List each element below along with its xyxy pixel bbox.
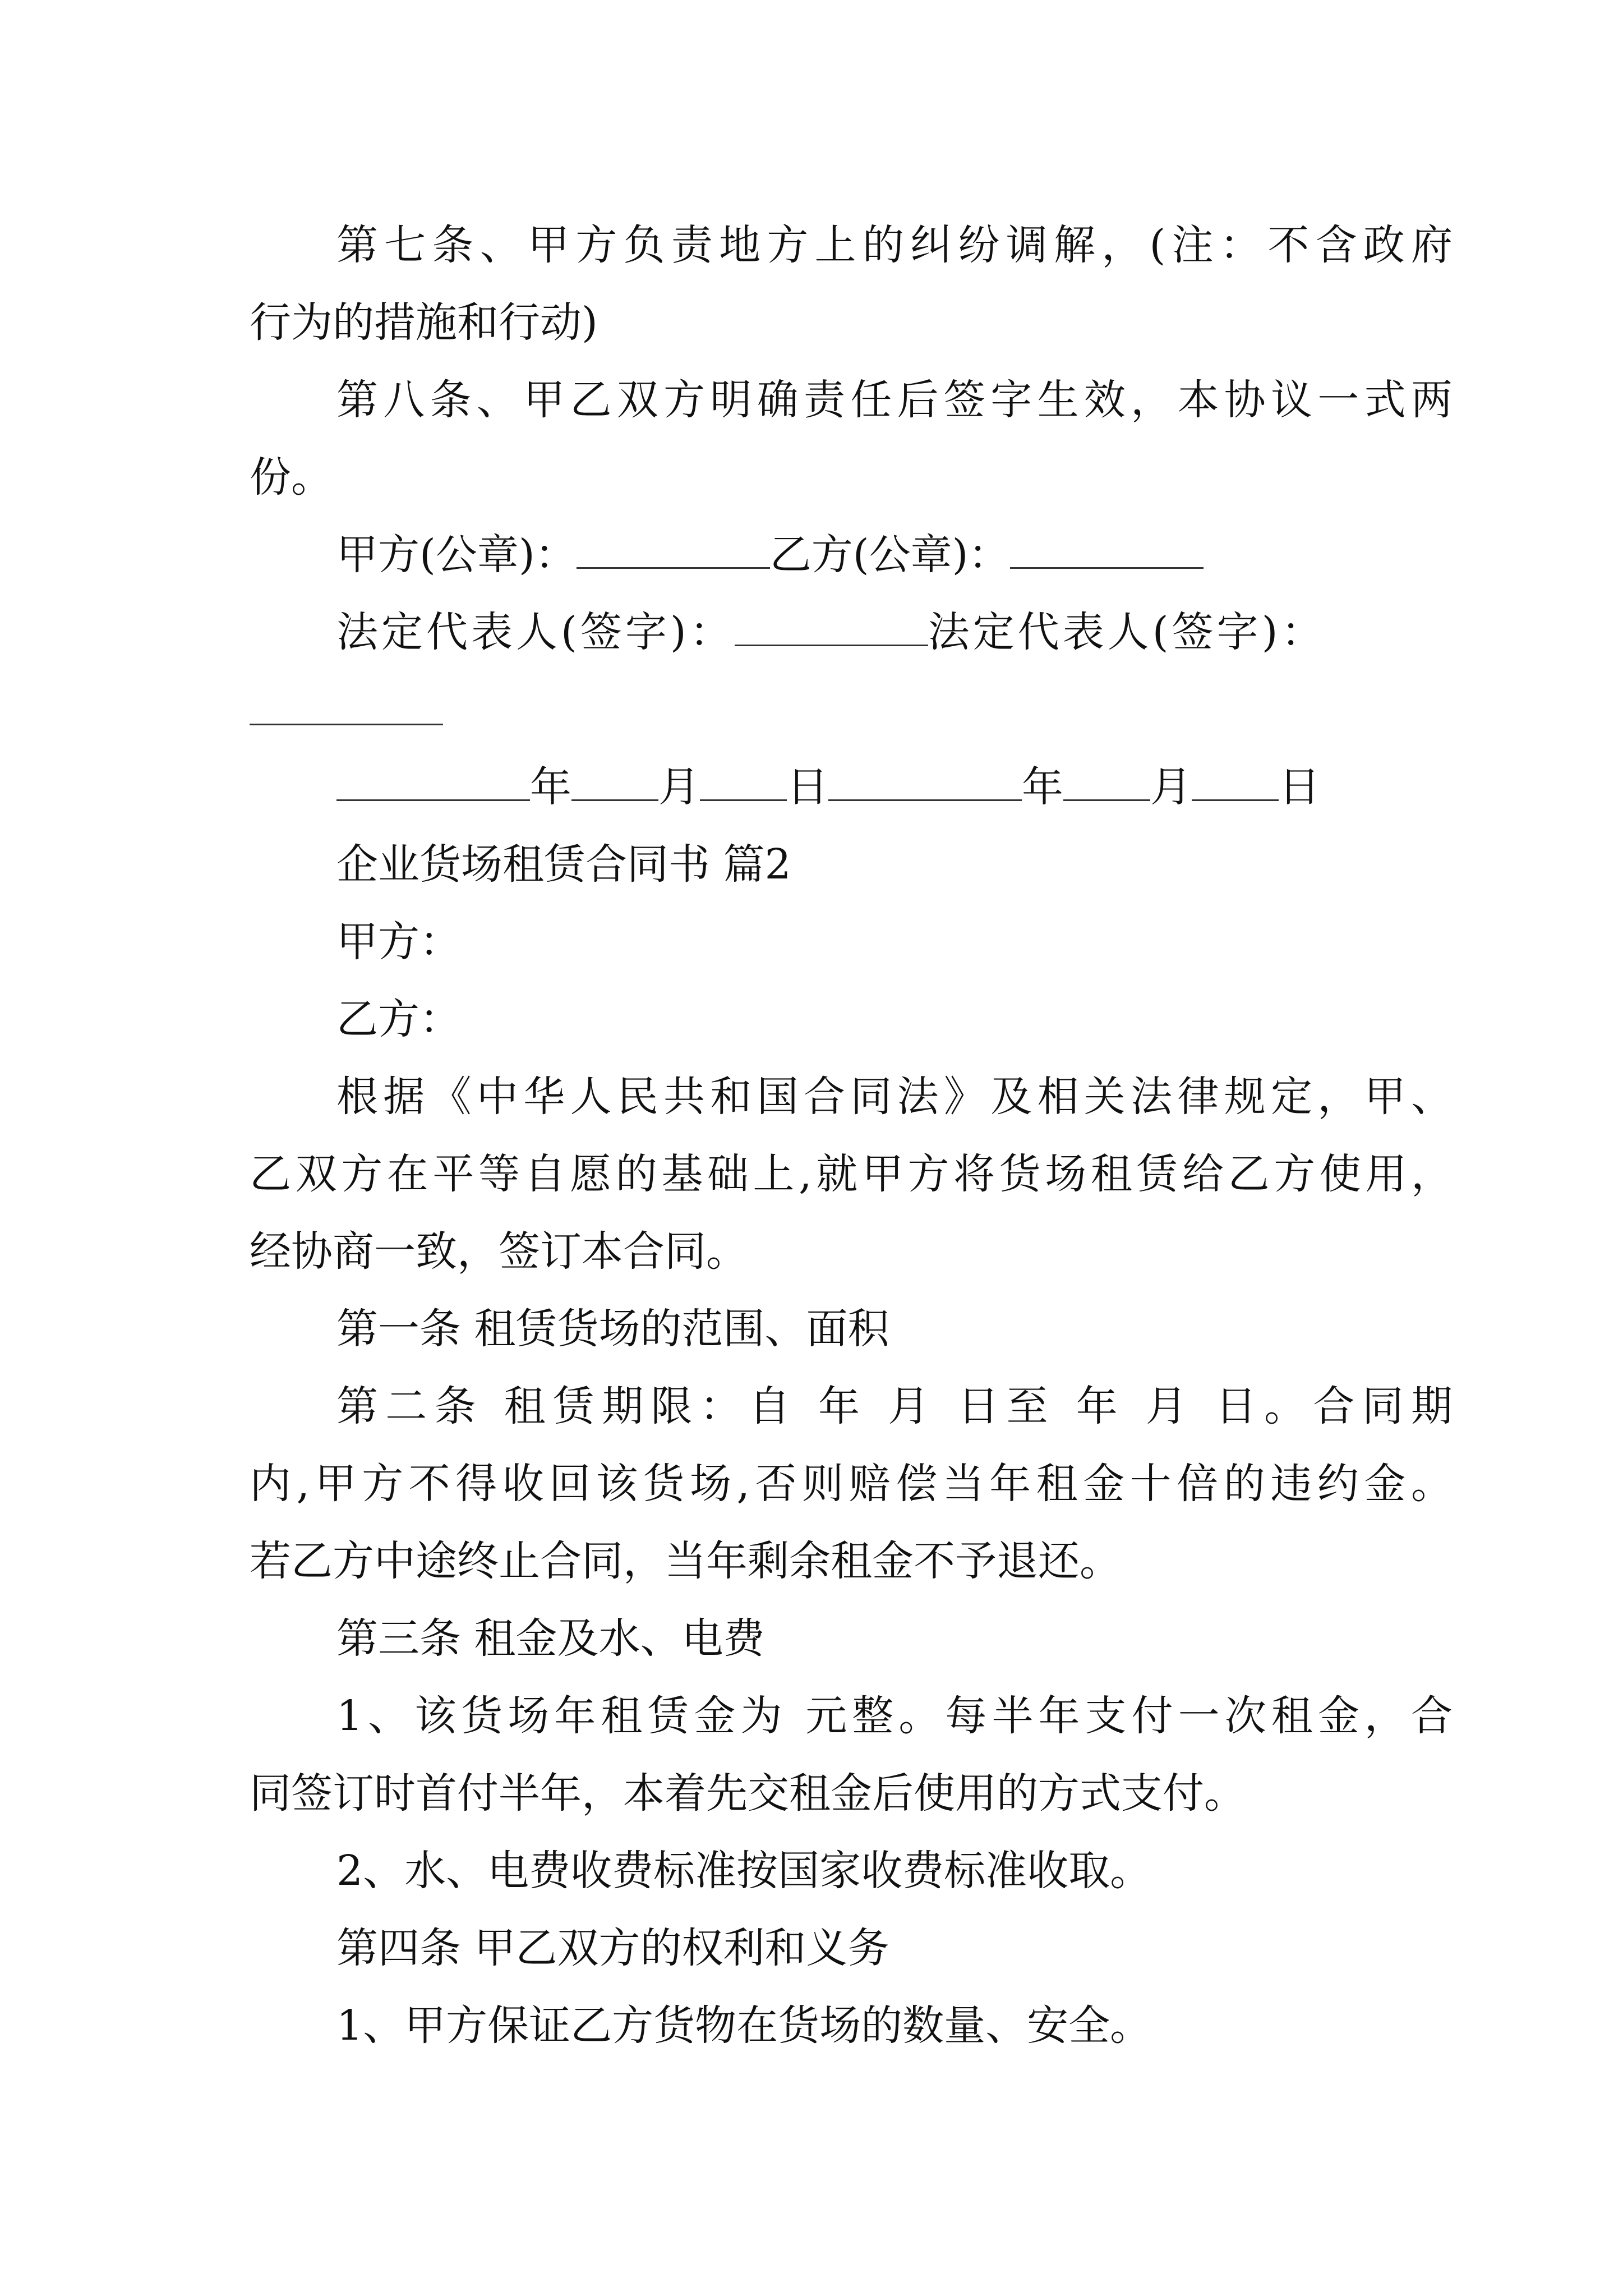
article-7-line-1: 第七条、甲方负责地方上的纠纷调解，(注：不含政府 [336, 221, 1453, 269]
article-2-line-1: 第二条 租赁期限：自 年 月 日至 年 月 日。合同期 [336, 1382, 1453, 1430]
date-b-month: 月 [1150, 763, 1192, 811]
article-1-heading: 第一条 租赁货场的范围、面积 [336, 1305, 889, 1353]
article-2-line-3: 若乙方中途终止合同，当年剩余租金不予退还。 [250, 1537, 1121, 1585]
representative-line [336, 608, 1326, 656]
party-b-rep-blank [250, 724, 443, 725]
article-4-heading: 第四条 甲乙双方的权利和义务 [336, 1924, 889, 1972]
party-a-rep-label: 法定代表人(签字)： [336, 608, 735, 656]
article-3-item-1-line-2: 同签订时首付半年，本着先交租金后使用的方式支付。 [250, 1769, 1246, 1818]
article-7-line-2: 行为的措施和行动) [250, 298, 598, 347]
date-b-year: 年 [1022, 763, 1063, 811]
date-b-day-blank [1192, 794, 1279, 801]
date-a-month-blank [571, 794, 658, 801]
party-a-line: 甲方： [336, 918, 461, 966]
article-4-item-1: 1、甲方保证乙方货物在货场的数量、安全。 [336, 2001, 1152, 2050]
article-2-line-2: 内,甲方不得收回该货场,否则赔偿当年租金十倍的违约金。 [250, 1460, 1453, 1508]
party-b-rep-label: 法定代表人(签字)： [928, 608, 1326, 656]
party-a-seal-label: 甲方(公章)： [336, 531, 577, 579]
article-3-item-1-line-1: 1、该货场年租赁金为 元整。每半年支付一次租金，合 [336, 1692, 1453, 1740]
article-3-item-2: 2、水、电费收费标准按国家收费标准收取。 [336, 1847, 1152, 1895]
preamble-line-1: 根据《中华人民共和国合同法》及相关法律规定，甲、 [336, 1073, 1453, 1121]
date-b-year-blank [828, 794, 1022, 801]
section-title: 企业货场租赁合同书 篇2 [336, 840, 791, 889]
party-b-seal-label: 乙方(公章)： [769, 531, 1010, 579]
party-b-line: 乙方： [336, 995, 461, 1043]
date-a-month: 月 [658, 763, 700, 811]
date-a-day-blank [700, 794, 787, 801]
date-b-month-blank [1063, 794, 1150, 801]
party-a-seal-blank [577, 562, 770, 569]
article-8-line-1: 第八条、甲乙双方明确责任后签字生效，本协议一式两 [336, 376, 1453, 424]
article-8-line-2: 份。 [250, 453, 333, 501]
date-a-year-blank [336, 794, 530, 801]
seal-line [336, 531, 1204, 579]
preamble-line-2: 乙双方在平等自愿的基础上,就甲方将货场租赁给乙方使用， [250, 1150, 1453, 1198]
date-a-year: 年 [530, 763, 571, 811]
party-b-seal-blank [1010, 562, 1204, 569]
date-a-day: 日 [787, 763, 828, 811]
party-a-rep-blank [735, 639, 928, 646]
date-line [336, 763, 1320, 811]
date-b-day: 日 [1279, 763, 1320, 811]
article-3-heading: 第三条 租金及水、电费 [336, 1614, 765, 1663]
preamble-line-3: 经协商一致，签订本合同。 [250, 1227, 748, 1276]
